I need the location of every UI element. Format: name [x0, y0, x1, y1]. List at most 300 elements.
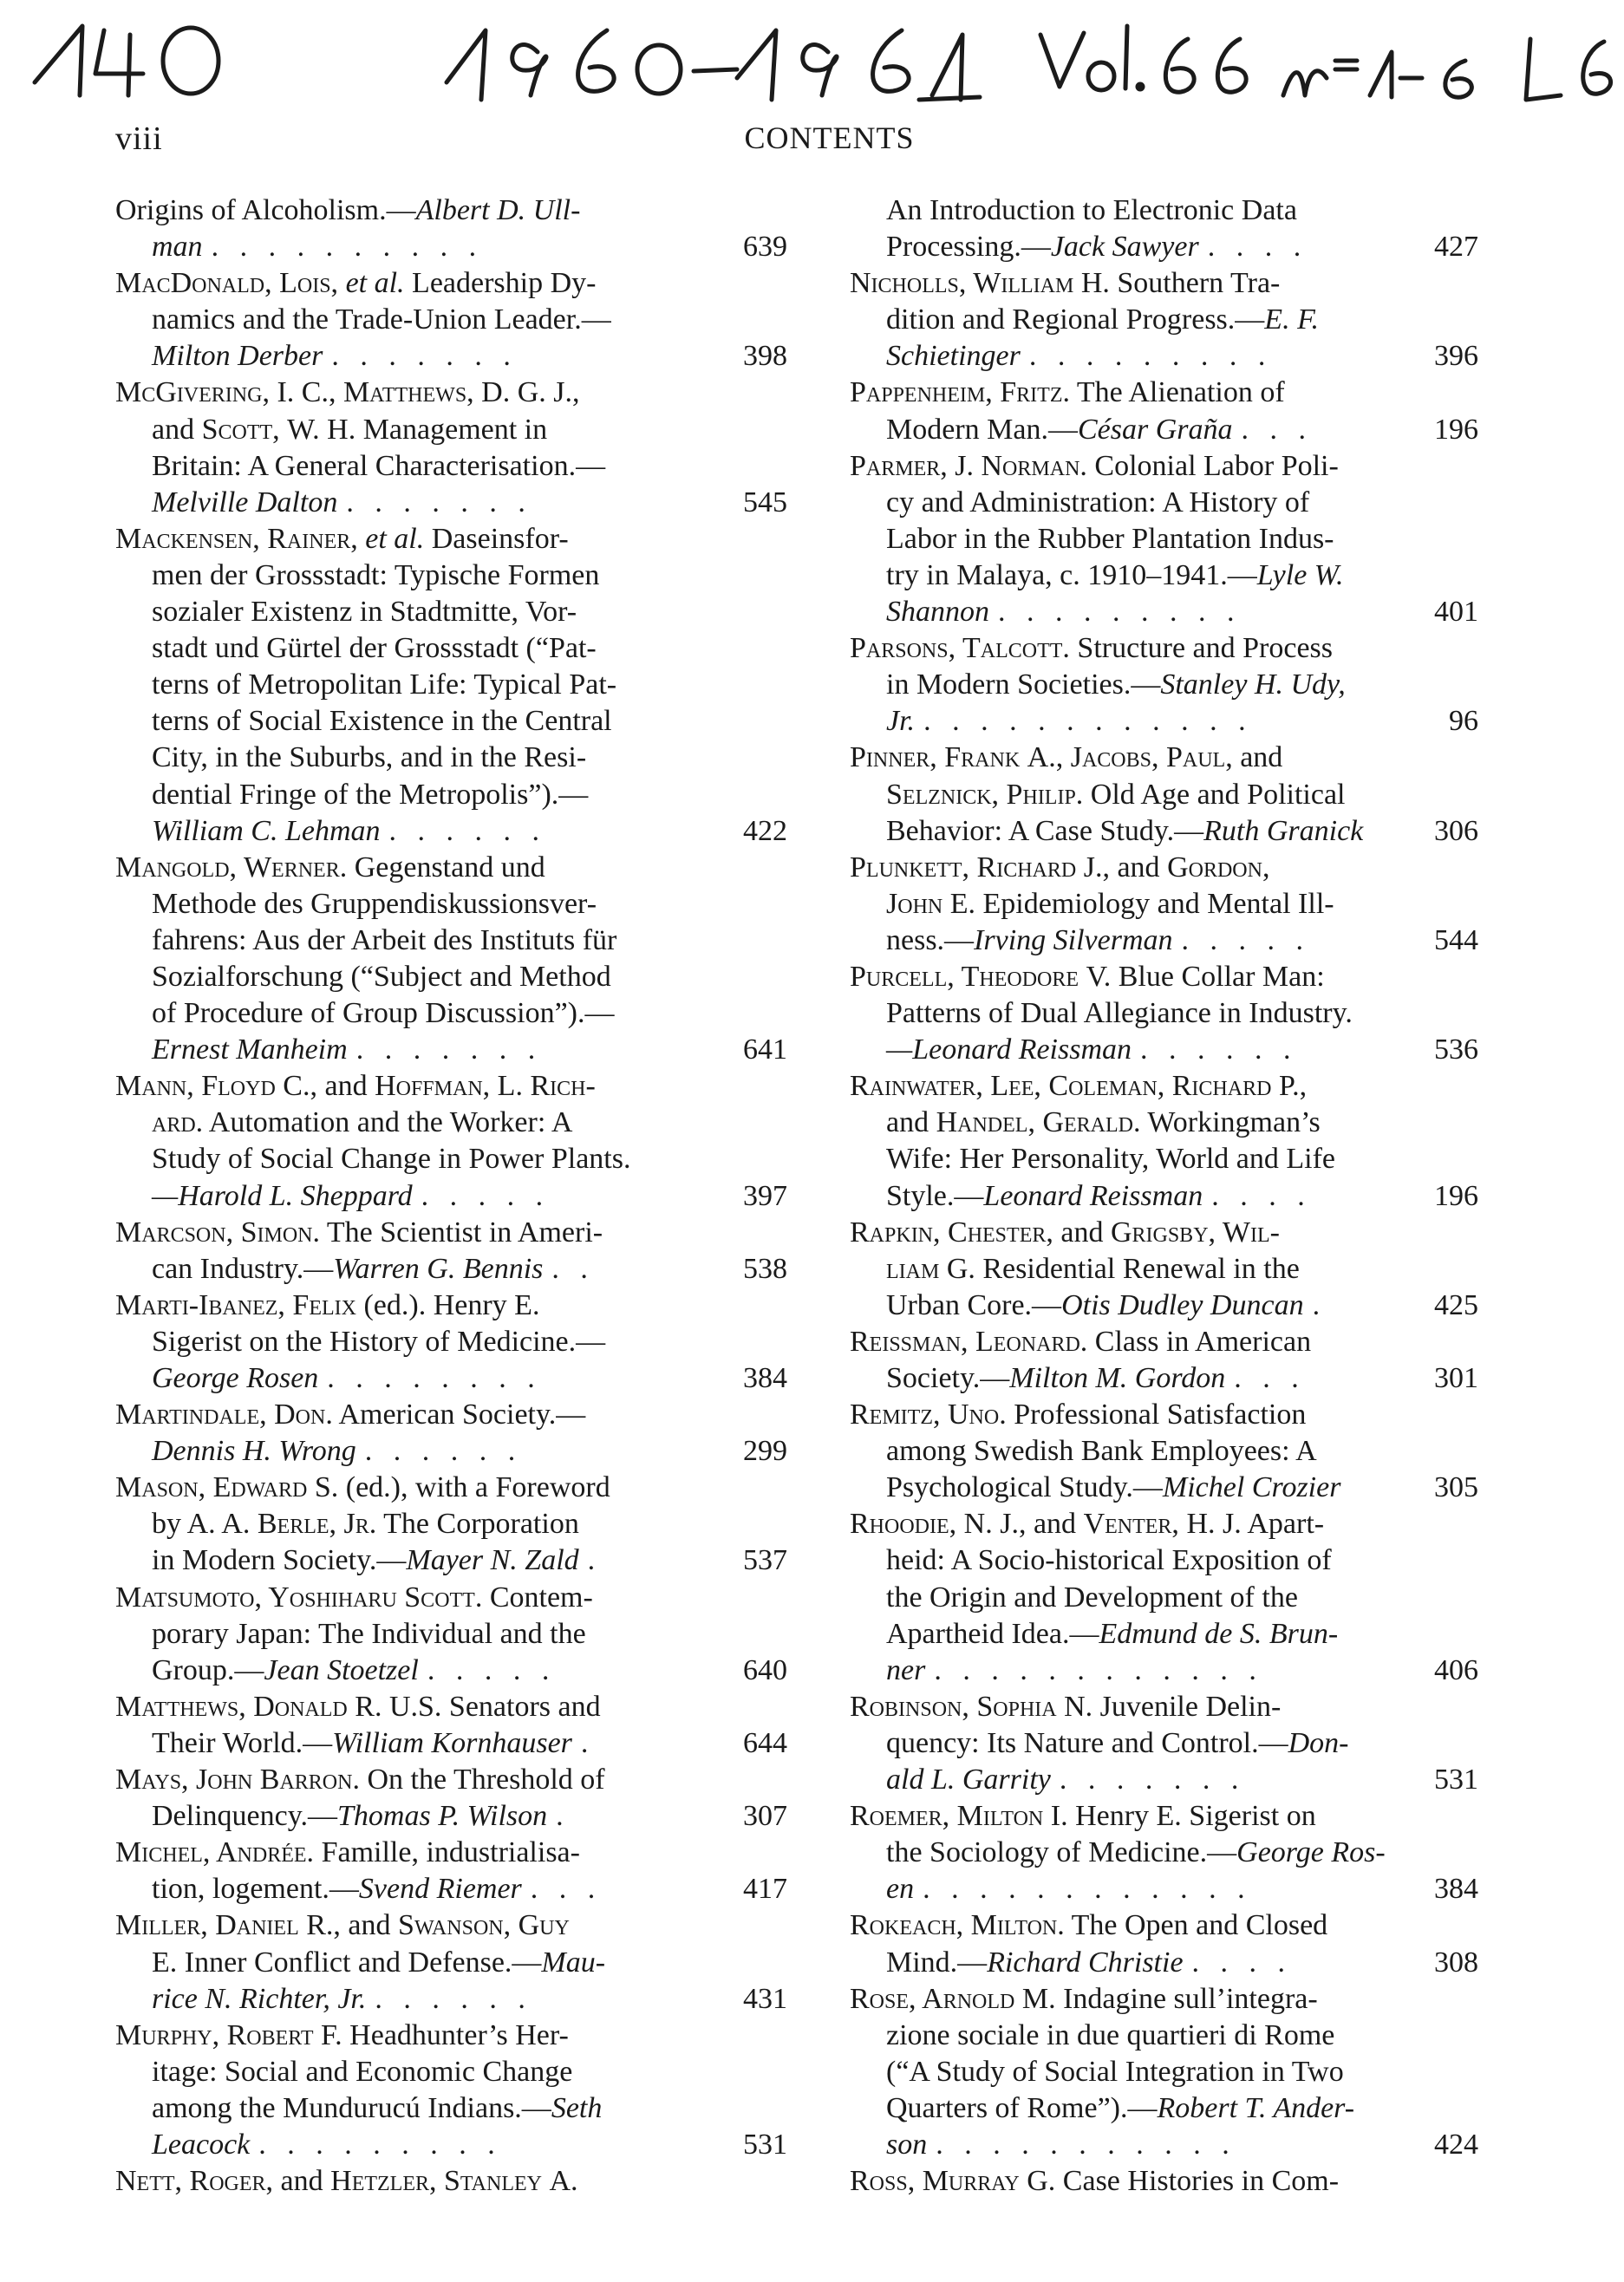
entry-text: [886, 923, 1173, 959]
author-name: Rainwater, Lee, Coleman, Richard: [850, 1070, 1279, 1103]
page-reference: 398: [743, 340, 787, 373]
entry-text: [115, 1762, 605, 1798]
page-reference: 538: [743, 1252, 787, 1285]
title-text: Style.—: [886, 1179, 984, 1212]
entry-text: [115, 1580, 593, 1616]
entry-line: [850, 229, 1478, 265]
right-column: [850, 192, 1478, 2200]
reviewer-name: Michel Crozier: [1162, 1471, 1341, 1504]
author-name: Pinner, Frank: [850, 741, 1027, 774]
leader-dots: . . . . . . . . .: [1028, 340, 1273, 373]
title-text: N. Juvenile Delin-: [1064, 1690, 1282, 1723]
reviewer-name: Jr.: [886, 705, 916, 738]
title-text: terns of Metropolitan Life: Typical Pat-: [152, 668, 617, 701]
entry-text: [152, 1871, 522, 1907]
leader-dots: . . . .: [1211, 1179, 1312, 1212]
entry-line: [115, 1470, 787, 1506]
title-text: Professional Satisfaction: [1006, 1399, 1307, 1431]
author-name: McGivering,: [115, 376, 277, 409]
title-text: R. U.S. Senators and: [355, 1690, 601, 1723]
reviewer-name: George Ros-: [1236, 1836, 1386, 1869]
author-name: Norman.: [981, 449, 1087, 482]
index-entry: [115, 2018, 787, 2163]
entry-text: [886, 1945, 1184, 1981]
reviewer-name: et al.: [345, 267, 405, 300]
entry-text: [886, 557, 1344, 594]
entry-text: [886, 667, 1346, 703]
index-entry: [850, 1907, 1478, 1980]
entry-line: [115, 1835, 787, 1871]
entry-line: [115, 1433, 787, 1470]
index-entry: [115, 521, 787, 850]
entry-text: [152, 1653, 419, 1689]
author-name: Ross, Murray: [850, 2165, 1027, 2198]
entry-line: [850, 1397, 1478, 1433]
entry-text: [886, 1653, 925, 1689]
author-name: Miller, Daniel: [115, 1909, 307, 1942]
leader-dots: . . . . . . .: [1059, 1764, 1246, 1796]
title-text: Sozialforschung (“Subject and Method: [152, 960, 611, 993]
title-text: Study of Social Change in Power Plants.: [152, 1143, 631, 1176]
reviewer-name: —Harold L. Sheppard: [152, 1179, 413, 1212]
entry-line: [115, 1506, 787, 1542]
title-text: sozialer Existenz in Stadtmitte, Vor-: [152, 596, 577, 629]
title-text: the Origin and Development of the: [886, 1581, 1298, 1614]
title-text: E. Epidemiology and Mental Ill-: [949, 887, 1334, 920]
title-text: porary Japan: The Individual and the: [152, 1617, 586, 1650]
page-reference: 96: [1449, 705, 1478, 738]
entry-line: [115, 594, 787, 630]
reviewer-name: William Kornhauser: [332, 1726, 572, 1759]
entry-line: [115, 375, 787, 411]
title-text: and: [280, 2165, 331, 2198]
entry-text: [850, 1506, 1324, 1542]
entry-text: [152, 302, 611, 338]
index-entry: [115, 1580, 787, 1689]
title-text: An Introduction to Electronic Data: [886, 194, 1297, 226]
author-name: Rapkin, Chester,: [850, 1216, 1061, 1249]
entry-text: [850, 959, 1325, 995]
title-text: Famille, industrialisa-: [314, 1836, 580, 1869]
entry-text: [850, 630, 1333, 667]
author-name: Pappenheim, Fritz.: [850, 376, 1070, 409]
entry-text: [886, 2054, 1344, 2090]
leader-dots: .: [556, 1800, 571, 1833]
entry-line: [115, 1324, 787, 1360]
leader-dots: . . . . . . . . . . . .: [923, 1873, 1252, 1906]
entry-text: [850, 850, 1269, 886]
entry-text: [152, 1506, 579, 1542]
entry-text: [152, 229, 203, 265]
title-text: by A. A.: [152, 1508, 258, 1541]
author-name: liam: [886, 1252, 947, 1285]
title-text: C., and: [283, 1070, 375, 1103]
index-entry: [115, 1907, 787, 2017]
title-text: S. (ed.), with a Foreword: [314, 1471, 610, 1504]
entry-line: [115, 1580, 787, 1616]
entry-text: [886, 995, 1353, 1032]
entry-line: [115, 1725, 787, 1762]
index-entry: [115, 1215, 787, 1288]
entry-line: [850, 777, 1478, 813]
leader-dots: . .: [551, 1252, 595, 1285]
entry-text: [152, 1360, 318, 1397]
page-number: viii: [115, 121, 163, 157]
entry-line: [850, 2090, 1478, 2127]
entry-text: [886, 703, 915, 740]
entry-line: [115, 1616, 787, 1653]
reviewer-name: Leonard Reissman: [983, 1179, 1203, 1212]
entry-text: [850, 1689, 1281, 1725]
page-reference: 306: [1434, 814, 1478, 847]
title-text: G. Residential Renewal in the: [946, 1252, 1300, 1285]
author-name: Reissman, Leonard.: [850, 1325, 1088, 1358]
entry-line: [115, 1105, 787, 1141]
entry-line: [115, 1981, 787, 2018]
author-name: Nicholls, William: [850, 267, 1081, 300]
reviewer-name: Warren G. Bennis: [333, 1252, 544, 1285]
entry-text: [850, 1907, 1327, 1944]
entry-text: [886, 2018, 1334, 2054]
author-name: Handel, Gerald.: [936, 1106, 1141, 1139]
title-text: J., and: [1083, 851, 1168, 883]
entry-text: [115, 1835, 580, 1871]
entry-text: [152, 338, 323, 375]
entry-line: [115, 1762, 787, 1798]
title-text: Modern Man.—: [886, 413, 1078, 446]
entry-text: [152, 740, 586, 776]
author-name: Mann, Floyd: [115, 1070, 284, 1103]
author-name: Mays, John Barron.: [115, 1764, 360, 1796]
title-text: cy and Administration: A History of: [886, 486, 1310, 518]
entry-line: [850, 521, 1478, 557]
entry-text: [886, 1032, 1132, 1068]
entry-line: [850, 1360, 1478, 1397]
entry-text: [886, 1288, 1304, 1324]
reviewer-name: ald L. Garrity: [886, 1764, 1051, 1796]
entry-text: [850, 1798, 1316, 1835]
author-name: Michel, Andrée.: [115, 1836, 315, 1869]
title-text: R., and: [306, 1909, 399, 1942]
reviewer-name: Melville Dalton: [152, 486, 338, 518]
entry-line: [850, 594, 1478, 630]
leader-dots: . . . . . . . .: [327, 1362, 542, 1394]
reviewer-name: Lyle W.: [1256, 558, 1344, 591]
reviewer-name: son: [886, 2128, 928, 2161]
entry-line: [850, 1871, 1478, 1907]
entry-line: [850, 959, 1478, 995]
entry-line: [115, 412, 787, 448]
reviewer-name: Irving Silverman: [974, 923, 1173, 956]
reviewer-name: en: [886, 1873, 915, 1906]
entry-line: [115, 2018, 787, 2054]
index-entry: [850, 1981, 1478, 2163]
leader-dots: . . . .: [1191, 1946, 1293, 1979]
title-text: Britain: A General Characterisation.—: [152, 449, 606, 482]
reviewer-name: William C. Lehman: [152, 814, 381, 847]
entry-line: [115, 1945, 787, 1981]
title-text: Urban Core.—: [886, 1288, 1062, 1321]
leader-dots: . . . . . .: [375, 1982, 532, 2015]
title-text: the Sociology of Medicine.—: [886, 1836, 1237, 1869]
title-text: quency: Its Nature and Control.—: [886, 1726, 1288, 1759]
page-reference: 307: [743, 1800, 787, 1833]
leader-dots: . . . . .: [421, 1179, 551, 1212]
page-reference: 431: [743, 1982, 787, 2015]
page-reference: 531: [743, 2128, 787, 2161]
entry-text: [152, 557, 599, 594]
entry-text: [886, 1105, 1321, 1141]
title-text: I. C.,: [277, 376, 343, 409]
title-text: Patterns of Dual Allegiance in Industry.: [886, 997, 1353, 1030]
title-text: and: [152, 413, 202, 446]
entry-line: [115, 1178, 787, 1215]
entry-line: [850, 1907, 1478, 1944]
index-entry: [850, 959, 1478, 1068]
page-reference: 406: [1434, 1653, 1478, 1686]
entry-line: [115, 1251, 787, 1288]
entry-text: [886, 886, 1334, 923]
leader-dots: .: [1312, 1288, 1327, 1321]
page-reference: 644: [743, 1726, 787, 1759]
entry-text: [152, 2054, 572, 2090]
handwritten-annotation: [0, 0, 1624, 130]
author-name: Rose, Arnold: [850, 1982, 1022, 2015]
title-text: Structure and Process: [1069, 632, 1334, 665]
entry-line: [850, 375, 1478, 411]
reviewer-name: Milton Derber: [152, 340, 323, 373]
leader-dots: .: [587, 1544, 603, 1577]
title-text: Old Age and Political: [1083, 778, 1346, 811]
index-entry: [850, 1689, 1478, 1798]
entry-line: [850, 995, 1478, 1032]
entry-line: [850, 485, 1478, 521]
leader-dots: . . . . . . . . . . . .: [934, 1653, 1263, 1686]
entry-text: [115, 1470, 610, 1506]
entry-line: [115, 521, 787, 557]
page-reference: 425: [1434, 1288, 1478, 1321]
entry-text: [152, 2127, 250, 2163]
entry-text: [152, 1981, 366, 2018]
author-name: Grigsby, Wil-: [1110, 1216, 1280, 1249]
index-entry: [850, 192, 1478, 265]
entry-line: [850, 2163, 1478, 2200]
reviewer-name: Ruth Granick: [1203, 814, 1364, 847]
reviewer-name: Richard Christie: [987, 1946, 1184, 1979]
entry-line: [850, 1470, 1478, 1506]
reviewer-name: Jack Sawyer: [1050, 231, 1199, 264]
author-name: Selznick, Philip.: [886, 778, 1084, 811]
author-name: Marcson, Simon.: [115, 1216, 320, 1249]
title-text: Society.—: [886, 1362, 1010, 1394]
title-text: Apartheid Idea.—: [886, 1617, 1099, 1650]
entry-text: [152, 667, 616, 703]
title-text: American Society.—: [332, 1399, 586, 1431]
reviewer-name: Jean Stoetzel: [264, 1653, 419, 1686]
page-reference: 641: [743, 1033, 787, 1066]
author-name: Nett, Roger,: [115, 2165, 281, 2198]
entry-text: [850, 448, 1339, 485]
index-entry: [115, 850, 787, 1069]
entry-line: [115, 229, 787, 265]
title-text: Colonial Labor Poli-: [1086, 449, 1339, 482]
entry-text: [152, 703, 612, 740]
entry-text: [886, 1616, 1338, 1653]
index-entry: [850, 740, 1478, 849]
author-name: Jacobs, Paul,: [1070, 741, 1241, 774]
title-text: V. Blue Collar Man:: [1086, 960, 1325, 993]
page-reference: 427: [1434, 231, 1478, 264]
left-column: [115, 192, 787, 2200]
leader-dots: . . . . . . . . . . .: [936, 2128, 1236, 2161]
title-text: J.: [955, 449, 982, 482]
entry-text: [886, 1542, 1332, 1579]
index-entry: [850, 850, 1478, 959]
entry-line: [115, 1653, 787, 1689]
page-reference: 196: [1434, 413, 1478, 446]
author-name: Scott,: [201, 413, 288, 446]
reviewer-name: ner: [886, 1653, 926, 1686]
entry-text: [152, 1178, 413, 1215]
entry-text: [850, 2163, 1339, 2200]
leader-dots: . . . . .: [427, 1653, 557, 1686]
title-text: Workingman’s: [1140, 1106, 1321, 1139]
entry-line: [115, 886, 787, 923]
title-text: L.: [497, 1070, 531, 1103]
title-text: Contem-: [482, 1581, 593, 1614]
entry-text: [152, 1616, 586, 1653]
entry-line: [850, 1141, 1478, 1177]
entry-line: [850, 1542, 1478, 1579]
title-text: The Open and Closed: [1064, 1909, 1328, 1942]
title-text: A.,: [1027, 741, 1071, 774]
entry-line: [850, 1689, 1478, 1725]
title-text: F. Headhunter’s Her-: [321, 2018, 569, 2051]
entry-text: [152, 1798, 547, 1835]
title-text: try in Malaya, c. 1910–1941.—: [886, 558, 1257, 591]
index-entry: [850, 2163, 1478, 2200]
entry-text: [115, 2163, 578, 2200]
entry-line: [115, 1215, 787, 1251]
entry-text: [152, 923, 616, 959]
entry-text: [115, 1068, 596, 1105]
entry-line: [850, 1105, 1478, 1141]
title-text: tion, logement.—: [152, 1873, 359, 1906]
index-entry: [850, 1215, 1478, 1324]
entry-text: [115, 1397, 585, 1433]
entry-line: [850, 1251, 1478, 1288]
title-text: Origins of Alcoholism.—: [115, 194, 416, 226]
entry-line: [850, 630, 1478, 667]
title-text: A.: [549, 2165, 578, 2198]
page-reference: 299: [743, 1435, 787, 1468]
title-text: N. J., and: [963, 1508, 1084, 1541]
entry-line: [850, 886, 1478, 923]
entry-text: [152, 777, 588, 813]
title-text: Behavior: A Case Study.—: [886, 814, 1204, 847]
entry-line: [115, 1689, 787, 1725]
entry-line: [850, 1725, 1478, 1762]
title-text: itage: Social and Economic Change: [152, 2055, 573, 2088]
entry-text: [115, 1215, 603, 1251]
entry-text: [850, 1397, 1306, 1433]
entry-line: [115, 995, 787, 1032]
entry-line: [850, 412, 1478, 448]
author-name: Berle, Jr.: [257, 1508, 377, 1541]
leader-dots: . . . . . . . . .: [998, 596, 1242, 629]
entry-line: [850, 2018, 1478, 2054]
entry-text: [152, 2090, 602, 2127]
author-name: Swanson, Guy: [398, 1909, 570, 1942]
entry-text: [152, 959, 611, 995]
index-entry: [115, 265, 787, 375]
entry-text: [152, 1945, 605, 1981]
author-name: Venter,: [1083, 1508, 1187, 1541]
entry-text: [152, 886, 597, 923]
title-text: of Procedure of Group Discussion”).—: [152, 997, 615, 1030]
entry-line: [115, 1907, 787, 1944]
entry-line: [115, 923, 787, 959]
title-text: Labor in the Rubber Plantation Indus-: [886, 522, 1334, 555]
reviewer-name: George Rosen: [152, 1362, 319, 1394]
page-reference: 531: [1434, 1764, 1478, 1796]
entry-text: [886, 813, 1363, 850]
title-text: Wife: Her Personality, World and Life: [886, 1143, 1336, 1176]
reviewer-name: Mayer N. Zald: [406, 1544, 579, 1577]
reviewer-name: Otis Dudley Duncan: [1061, 1288, 1304, 1321]
entry-text: [886, 1580, 1298, 1616]
index-entry: [850, 375, 1478, 447]
entry-text: [152, 995, 615, 1032]
page-reference: 301: [1434, 1362, 1478, 1394]
index-entry: [850, 1798, 1478, 1907]
index-entry: [850, 448, 1478, 630]
index-entry: [115, 2163, 787, 2200]
author-name: Robinson, Sophia: [850, 1690, 1065, 1723]
page-reference: 196: [1434, 1179, 1478, 1212]
title-text: ness.—: [886, 923, 975, 956]
running-head: [0, 120, 1624, 163]
entry-text: [152, 1141, 630, 1177]
title-text: The Corporation: [376, 1508, 579, 1541]
title-text: dition and Regional Progress.—: [886, 303, 1265, 336]
entry-text: [850, 265, 1280, 302]
author-name: Matsumoto, Yoshiharu Scott.: [115, 1581, 483, 1614]
author-name: Murphy, Robert: [115, 2018, 321, 2051]
entry-text: [886, 2090, 1354, 2127]
page-reference: 384: [743, 1362, 787, 1394]
title-text: (ed.). Henry E.: [355, 1288, 540, 1321]
index-entry: [115, 192, 787, 265]
entry-line: [850, 703, 1478, 740]
page-title: CONTENTS: [744, 121, 915, 155]
leader-dots: . . . . . . .: [346, 486, 532, 518]
entry-line: [850, 667, 1478, 703]
leader-dots: . . . . . .: [388, 814, 547, 847]
entry-line: [850, 265, 1478, 302]
title-text: in Modern Society.—: [152, 1544, 407, 1577]
author-name: Mason, Edward: [115, 1471, 315, 1504]
title-text: heid: A Socio-historical Exposition of: [886, 1544, 1332, 1577]
entry-line: [850, 1324, 1478, 1360]
title-text: Psychological Study.—: [886, 1471, 1163, 1504]
entry-line: [850, 1580, 1478, 1616]
title-text: namics and the Trade-Union Leader.—: [152, 303, 611, 336]
entry-text: [152, 1725, 572, 1762]
entry-text: [115, 1689, 601, 1725]
entry-text: [886, 594, 989, 630]
entry-text: [115, 2018, 569, 2054]
